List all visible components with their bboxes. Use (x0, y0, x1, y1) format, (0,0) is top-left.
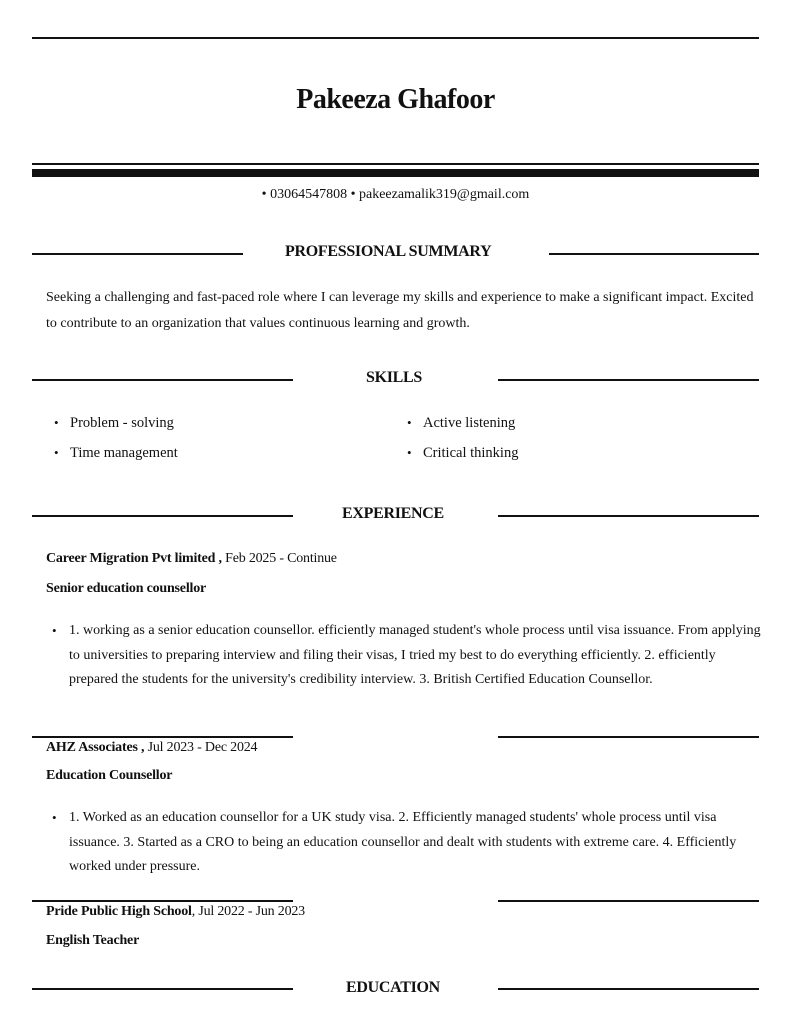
job-company: AHZ Associates , (46, 740, 145, 755)
job-divider-right (498, 900, 759, 902)
job-description: • 1. working as a senior education counsellor. efficiently managed student's whole process until visa issuance. From applying to universities to preparing interview and filing their visas, I tried my best to do everything efficiently. 2. efficiently prepared the students for the university's credibility interview. 3. British Certified Education Counsellor. (52, 619, 762, 693)
header-thin-rule (32, 163, 759, 165)
job-divider-right (498, 736, 759, 738)
summary-rule-right (549, 253, 759, 255)
job-role: Senior education counsellor (46, 581, 207, 596)
job-role: Education Counsellor (46, 768, 173, 783)
skills-rule-right (498, 379, 759, 381)
education-rule-left (32, 988, 293, 990)
job-company: Pride Public High School (46, 904, 192, 919)
skill-item: • Critical thinking (407, 445, 518, 462)
header-thick-rule (32, 169, 759, 177)
job-divider-left (32, 900, 293, 902)
job-dates: Feb 2025 - Continue (221, 551, 337, 566)
job-description: • 1. Worked as an education counsellor for a UK study visa. 2. Efficiently managed students' whole process until visa issuance. 3. Started as a CRO to being an education counsellor and dealt with students with extreme care. 4. Efficiently worked under pressure. (52, 806, 762, 880)
job-dates: , Jul 2022 - Jun 2023 (191, 904, 305, 919)
job-header (46, 740, 257, 756)
candidate-name: Pakeeza Ghafoor (296, 84, 495, 115)
job-header (46, 904, 305, 920)
skill-item: • Active listening (407, 415, 515, 432)
experience-heading: EXPERIENCE (342, 505, 444, 522)
top-rule (32, 37, 759, 39)
summary-heading: PROFESSIONAL SUMMARY (285, 243, 492, 260)
contact-info: • 03064547808 • pakeezamalik319@gmail.com (261, 187, 530, 202)
job-divider-left (32, 736, 293, 738)
summary-rule-left (32, 253, 243, 255)
skills-rule-left (32, 379, 293, 381)
skill-item: • Problem - solving (54, 415, 174, 432)
job-role: English Teacher (46, 933, 140, 948)
job-header (46, 551, 337, 567)
job-company: Career Migration Pvt limited , (46, 551, 222, 566)
experience-rule-left (32, 515, 293, 517)
skills-heading: SKILLS (366, 369, 423, 386)
summary-text: Seeking a challenging and fast-paced role where I can leverage my skills and experience to make a significant impact. Excited to contribute to an organization that values continuous learning and growth. (46, 290, 754, 331)
skill-item: • Time management (54, 445, 178, 462)
education-rule-right (498, 988, 759, 990)
education-heading: EDUCATION (346, 979, 440, 996)
experience-rule-right (498, 515, 759, 517)
job-dates: Jul 2023 - Dec 2024 (144, 740, 258, 755)
